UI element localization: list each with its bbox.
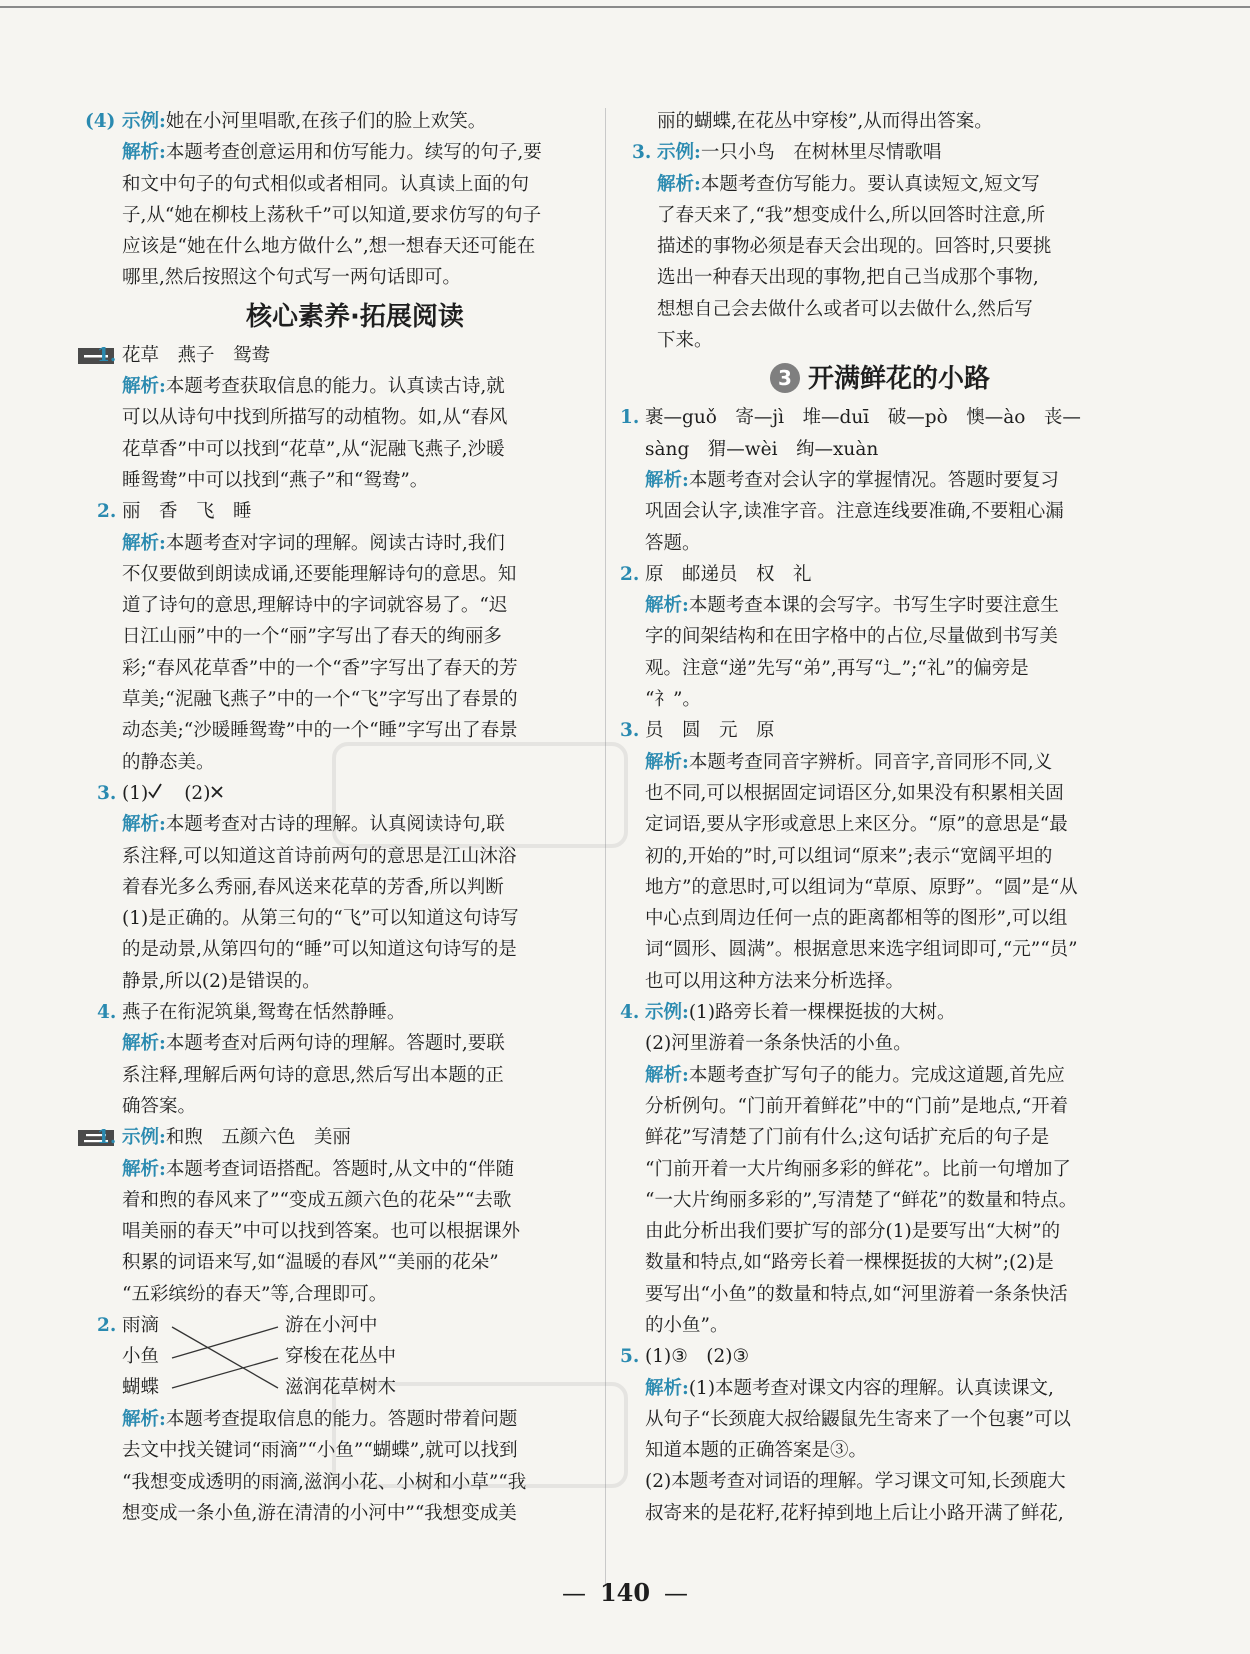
match-right-item: 穿梭在花丛中 (285, 1345, 397, 1367)
s1-question-1: 1. 花草 燕子 鸳鸯 (85, 340, 595, 371)
s2-question-2-explanation: 解析:本题考查提取信息的能力。答题时带着问题 去文中找关键词“雨滴”“小鱼”“蝴蝶”,就可以找到 “我想变成透明的雨滴,滋润小花、小树和小草”“我 想变成一条小鱼,游在清清的小河中”“我想变成美 (122, 1408, 527, 1524)
s1-question-4: 4. 燕子在衔泥筑巢,鸳鸯在恬然静睡。 (97, 1002, 406, 1024)
match-left-item: 雨滴 (122, 1314, 160, 1336)
match-left-item: 小鱼 (122, 1345, 160, 1367)
answer-4-explanation: 解析:本题考查创意运用和仿写能力。续写的句子,要 和文中句子的句式相似或者相同。认真读上面的句 子,从“她在柳枝上荡秋千”可以知道,要求仿写的句子 应该是“她在什么地方做什么”,想一想春天还可能在 哪里,然后按照这个句式写一两句话即可。 (122, 142, 542, 289)
s1-question-2-explanation: 解析:本题考查对字词的理解。阅读古诗时,我们 不仅要做到朗读成诵,还要能理解诗句的意思。知 道了诗句的意思,理解诗中的字词就容易了。“迟 日江山丽”中的一个“丽”字写出了春天的绚丽多 彩;“春风花草香”中的一个“香”字写出了春天的芳 草美;“泥融飞燕子”中的一个“飞”字写出了春景的 动态美;“沙暖睡鸳鸯”中的一个“睡”字写出了春景 的静态美。 (122, 532, 518, 773)
right-column (620, 106, 1140, 1529)
s2-question-2-matching: 2. 雨滴 小鱼 蝴蝶 游在小河中 穿梭在花丛中 滋润花草树木 (85, 1310, 595, 1404)
lesson-question-3-explanation: 解析:本题考查同音字辨析。同音字,音同形不同,义 也不同,可以根据固定词语区分,如果没有积累相关固 定词语,要从字形或意思上来区分。“原”的意思是“最 初的,开始的”时,可以组词“原来”;表示“宽阔平坦的 地方”的意思时,可以组词为“草原、原野”。“圆”是“从 中心点到周边任何一点的距离都相等的图形”,可以组 词“圆形、圆满”。根据意思来选字组词即可,“元”“员” 也可以用这种方法来分析选择。 (645, 751, 1078, 992)
s1-question-4-explanation: 解析:本题考查对后两句诗的理解。答题时,要联 系注释,理解后两句诗的意思,然后写出本题的正 确答案。 (122, 1033, 505, 1117)
continued-text: 丽的蝴蝶,在花丛中穿梭”,从而得出答案。 (657, 111, 993, 132)
lesson-question-4-explanation: 解析:本题考查扩写句子的能力。完成这道题,首先应 分析例句。“门前开着鲜花”中的“门前”是地点,“开着 鲜花”写清楚了门前有什么;这句话扩充后的句子是 “门前开着一大片绚丽多彩的鲜花”。比前一句增加了 “一大片绚丽多彩的”,写清楚了“鲜花”的数量和特点。 由此分析出我们要扩写的部分(1)是要写出“大树”的 数量和特点,如“路旁长着一棵棵挺拔的大树”;(2)是 要写出“小鱼”的数量和特点,如“河里游着一条条快活 的小鱼”。 (645, 1064, 1078, 1336)
lesson-question-5-explanation: 解析:(1)本题考查对课文内容的理解。认真读课文, 从句子“长颈鹿大叔给鼹鼠先生寄来了一个包裹”可以 知道本题的正确答案是③。 (2)本题考查对词语的理解。学习课文可知,长颈鹿大 叔寄来的是花籽,花籽掉到地上后让小路开满了鲜花, (645, 1377, 1071, 1524)
match-left-item: 蝴蝶 (122, 1376, 160, 1398)
checkmark-icon (148, 783, 162, 799)
top-border (0, 6, 1250, 8)
lesson-question-5: 5. (1)③ (2)③ (620, 1346, 750, 1368)
lesson-number-badge: 3 (770, 363, 800, 393)
s2-question-1-explanation: 解析:本题考查词语搭配。答题时,从文中的“伴随 着和煦的春风来了”“变成五颜六色的花朵”“去歌 唱美丽的春天”中可以找到答案。也可以根据课外 积累的词语来写,如“温暖的春风”“美丽的花朵” “五彩缤纷的春天”等,合理即可。 (122, 1158, 520, 1305)
lesson-question-3: 3. 员 圆 元 原 (620, 720, 775, 742)
left-column (85, 106, 595, 1529)
matching-lines (170, 1310, 290, 1404)
lesson-question-4-answer-2: (2)河里游着一条条快活的小鱼。 (645, 1033, 912, 1055)
s1-question-3-explanation: 解析:本题考查对古诗的理解。认真阅读诗句,联 系注释,可以知道这首诗前两句的意思是江山沐浴 着春光多么秀丽,春风送来花草的芳香,所以判断 (1)是正确的。从第三句的“飞”可以知道这句诗写 的是动景,从第四句的“睡”可以知道这句诗写的是 静景,所以(2)是错误的。 (122, 814, 519, 992)
answer-3-explanation: 解析:本题考查仿写能力。要认真读短文,短文写 了春天来了,“我”想变成什么,所以回答时注意,所 描述的事物必须是春天会出现的。回答时,只要挑 选出一种春天出现的事物,把自己当成那个事物, 想想自己会去做什么或者可以去做什么,然后写 下来。 (657, 173, 1052, 352)
page-number: — 140 — (561, 1578, 689, 1607)
lesson-question-4: 4. 示例:(1)路旁长着一棵棵挺拔的大树。 (620, 1002, 956, 1024)
lesson-question-2: 2. 原 邮递员 权 礼 (620, 563, 812, 585)
lesson-question-2-explanation: 解析:本题考查本课的会写字。书写生字时要注意生 字的间架结构和在田字格中的占位,尽量做到书写美 观。注意“递”先写“弟”,再写“辶”;“礼”的偏旁是 “礻”。 (645, 595, 1059, 711)
s1-question-2: 2. 丽 香 飞 睡 (97, 501, 252, 523)
lesson-question-1: 1. 裹—guǒ 寄—jì 堆—duī 破—pò 懊—ào 丧— (620, 407, 1081, 429)
answer-4: (4) 示例:她在小河里唱歌,在孩子们的脸上欢笑。 (85, 111, 487, 132)
answer-3: 3. 示例:一只小鸟 在树林里尽情歌唱 (632, 142, 942, 164)
lesson-question-1-cont: sàng 猬—wèi 绚—xuàn (645, 438, 879, 460)
s1-question-1-explanation: 解析:本题考查获取信息的能力。认真读古诗,就 可以从诗句中找到所描写的动植物。如,从“春风 花草香”中可以找到“花草”,从“泥融飞燕子,沙暖 睡鸳鸯”中可以找到“燕子”和“鸳鸯”。 (122, 376, 508, 491)
section-title: 核心素养·拓展阅读 (246, 301, 464, 332)
s2-question-1: 1. 示例:和煦 五颜六色 美丽 (85, 1122, 595, 1153)
column-divider (605, 108, 606, 1586)
match-right-item: 滋润花草树木 (285, 1376, 397, 1398)
cross-icon (210, 785, 224, 799)
match-right-item: 游在小河中 (285, 1314, 378, 1336)
s1-question-3: 3. (1) (2) (85, 778, 595, 809)
lesson-title: 3 开满鲜花的小路 (620, 356, 1140, 402)
lesson-question-1-explanation: 解析:本题考查对会认字的掌握情况。答题时要复习 巩固会认字,读准字音。注意连线要准确,不要粗心漏 答题。 (645, 469, 1064, 554)
